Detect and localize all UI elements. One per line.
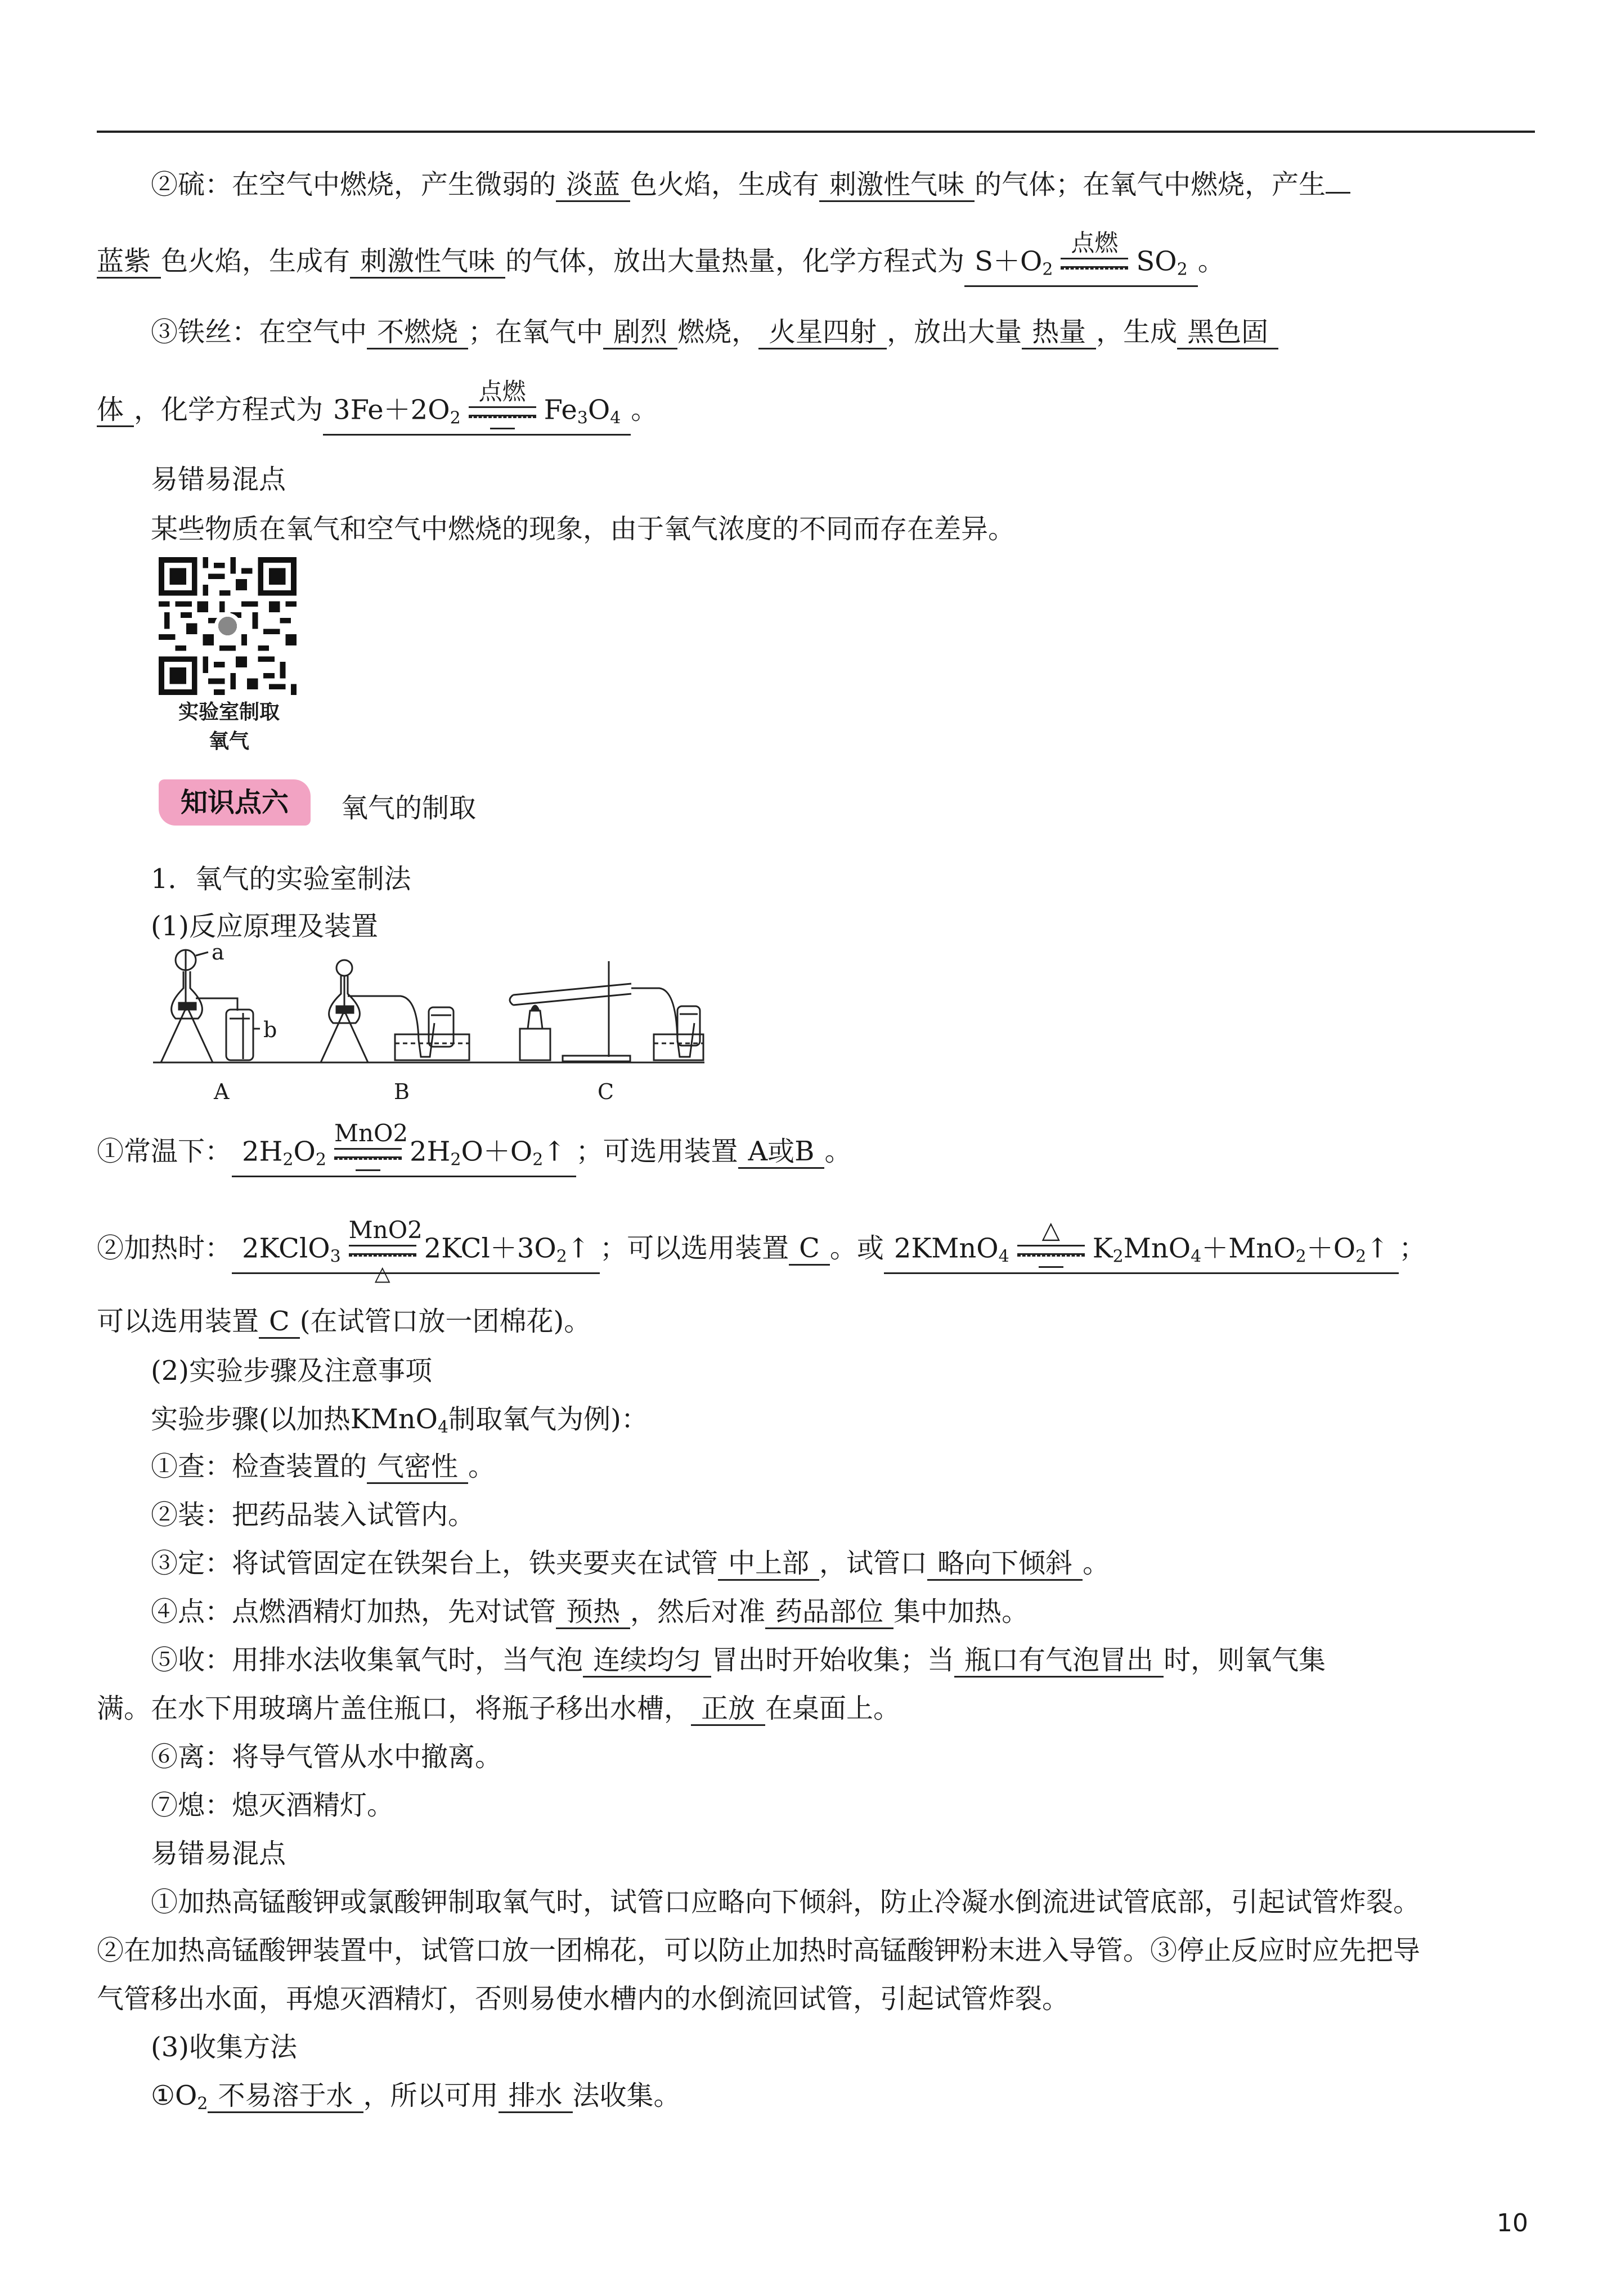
answer-blank: 火星四射 [758,317,887,349]
answer-blank: 瓶口有气泡冒出 [954,1645,1164,1678]
equation-blank: $3Fe+2O_2$ 点燃 $Fe_3O_4$ [323,394,631,436]
answer-blank: C [259,1307,300,1339]
equation-2-line-2: 可以选用装置 C (在试管口放一团棉花)。 [97,1303,591,1339]
equation-blank: $S+O_2$ 点燃 $SO_2$ [964,245,1198,288]
subsection-heading: (1)反应原理及装置 [151,911,378,942]
answer-blank: A或B [738,1137,825,1169]
note-line: ①加热高锰酸钾或氯酸钾制取氧气时，试管口应略向下倾斜，防止冷凝水倒流进试管底部，引起试管炸裂。 [151,1886,1421,1918]
answer-blank: 气密性 [367,1452,468,1484]
subsection-heading: (2)实验步骤及注意事项 [151,1355,432,1387]
answer-blank: 正放 [691,1694,765,1726]
step-2: ②装：把药品装入试管内。 [151,1499,475,1531]
note-title: 易错易混点 [151,464,286,495]
answer-blank: 药品部位 [765,1597,893,1629]
iron-line-1: ③铁丝：在空气中 不燃烧 ；在氧气中 剧烈 燃烧， 火星四射 ，放出大量 热量 ，生成 黑色固 [151,314,1278,350]
note-line: ②在加热高锰酸钾装置中，试管口放一团棉花，可以防止加热时高锰酸钾粉末进入导管。③停止反应时应先把导 [97,1935,1421,1966]
apparatus-label-b: b [263,1017,277,1042]
step-3: ③定：将试管固定在铁架台上，铁夹要夹在试管 中上部 ，试管口 略向下倾斜 。 [151,1545,1110,1581]
equation-1-line: ①常温下： $2H_2O_2$ MnO2 $2H_2O+O_2↑$ ；可选用装置 A或B 。 [97,1133,851,1177]
answer-blank: 不易溶于水 [208,2081,363,2113]
header-rule [97,131,1535,133]
subsection-heading: (3)收集方法 [151,2032,297,2063]
step-1: ①查：检查装置的 气密性 。 [151,1449,495,1485]
subsection-heading: 1．氧气的实验室制法 [151,863,411,895]
answer-blank: 不燃烧 [367,317,468,349]
equation-blank: $2H_2O_2$ MnO2 $2H_2O+O_2↑$ [232,1136,576,1178]
apparatus-label-A: A [214,1079,230,1104]
page-number: 10 [1497,2209,1528,2237]
apparatus-label-C: C [598,1079,614,1104]
equation-blank: 2KClO$_3$ MnO2 △ $2KCl+3O_2↑$ [232,1232,600,1275]
collect-line: $①O_2$ 不易溶于水 ，所以可用 排水 法收集。 [151,2080,681,2114]
answer-blank: 剧烈 [603,317,677,349]
answer-blank [1326,191,1350,194]
answer-blank: 连续均匀 [583,1645,711,1678]
apparatus-diagram [153,940,704,1107]
sulfur-line-1: ②硫：在空气中燃烧，产生微弱的 淡蓝 色火焰，生成有 刺激性气味 的气体；在氧气中燃烧，产生 [151,167,1350,203]
reaction-condition: MnO2 △ [348,1216,423,1285]
answer-blank: 中上部 [718,1549,819,1581]
note-line: 气管移出水面，再熄灭酒精灯，否则易使水槽内的水倒流回试管，引起试管炸裂。 [97,1983,1070,2015]
reaction-condition: MnO2 [334,1136,402,1172]
step-5-line-2: 满。在水下用玻璃片盖住瓶口，将瓶子移出水槽， 正放 在桌面上。 [97,1690,900,1727]
reaction-condition: 点燃 [1061,245,1128,281]
answer-blank: 蓝紫 [97,246,161,279]
answer-blank: 热量 [1022,317,1096,349]
step-6: ⑥离：将导气管从水中撤离。 [151,1741,502,1773]
knowledge-point-badge: 知识点六 [159,779,311,826]
qr-caption: 实验室制取 氧气 [178,701,280,753]
iron-line-2: 体 ，化学方程式为 $3Fe+2O_2$ 点燃 $Fe_3O_4$ 。 [97,392,658,436]
reaction-condition: 点燃 [469,394,536,430]
step-5: ⑤收：用排水法收集氧气时，当气泡 连续均匀 冒出时开始收集；当 瓶口有气泡冒出 时，则氧气集 [151,1642,1326,1678]
steps-title: 实验步骤(以加热KMnO$_4$制取氧气为例)： [151,1403,648,1437]
answer-blank: 排水 [499,2081,573,2113]
answer-blank: 淡蓝 [556,170,630,202]
answer-blank: 刺激性气味 [350,246,505,279]
answer-blank: 刺激性气味 [819,170,975,202]
note-text: 某些物质在氧气和空气中燃烧的现象，由于氧气浓度的不同而存在差异。 [151,513,1016,545]
apparatus-label-B: B [394,1079,410,1104]
section-title: 氧气的制取 [341,792,477,824]
answer-blank: 黑色固 [1177,317,1278,349]
equation-2-line: ②加热时： 2KClO$_3$ MnO2 △ $2KCl+3O_2↑$ ；可以选用装置 C 。或 2KMnO$_4$ △ $K_2MnO_4+MnO_2+O_2↑$ ； [97,1216,1426,1285]
apparatus-label-a: a [212,940,224,965]
answer-blank: 体 [97,395,134,427]
step-7: ⑦熄：熄灭酒精灯。 [151,1790,394,1821]
answer-blank: 预热 [556,1597,630,1629]
qr-code-image[interactable] [159,557,297,695]
answer-blank: 略向下倾斜 [927,1549,1083,1581]
reaction-condition: △ [1017,1232,1085,1268]
answer-blank: C [789,1234,830,1266]
step-4: ④点：点燃酒精灯加热，先对试管 预热 ，然后对准 药品部位 集中加热。 [151,1594,1029,1630]
note-title: 易错易混点 [151,1838,286,1869]
sulfur-line-2: 蓝紫 色火焰，生成有 刺激性气味 的气体，放出大量热量，化学方程式为 $S+O_2$ 点燃 $SO_2$ 。 [97,243,1225,287]
equation-blank: 2KMnO$_4$ △ $K_2MnO_4+MnO_2+O_2↑$ [884,1232,1399,1275]
